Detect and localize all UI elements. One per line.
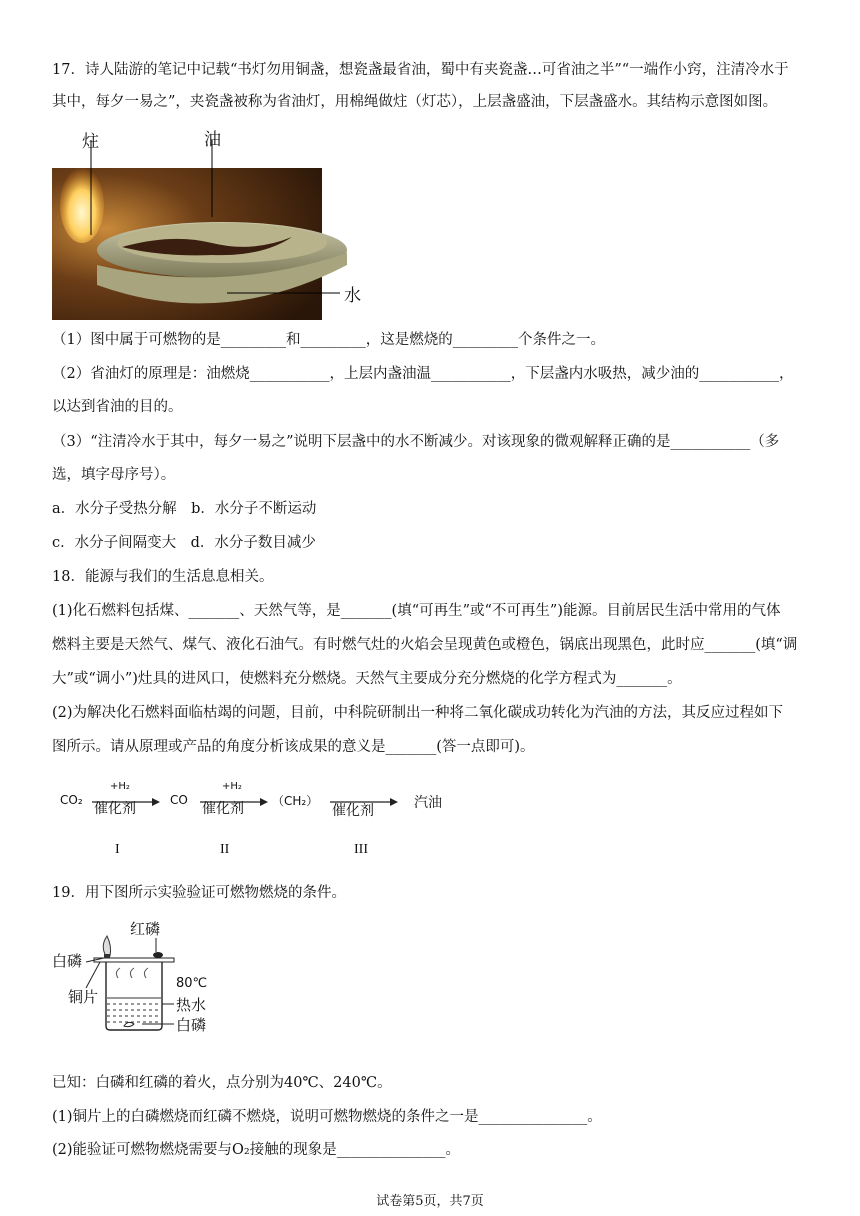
label-temperature: 80℃ (176, 976, 208, 991)
q18-p1-line1: (1)化石燃料包括煤、_______、天然气等，是_______(填“可再生”或“不可再生”)能源。目前居民生活中常用的气体 (52, 603, 781, 619)
label-hot-water: 热水 (176, 996, 207, 1014)
q17-p3-line1: （3）“注清冷水于其中，每夕一易之”说明下层盏中的水不断减少。对该现象的微观解释正确的是___________（多 (52, 434, 780, 450)
label-white-phosphorus-bottom: 白磷 (176, 1016, 207, 1034)
q17-p3-line2: 选，填字母序号）。 (52, 467, 176, 483)
q19-title: 19．用下图所示实验验证可燃物燃烧的条件。 (52, 885, 346, 901)
scheme-catalyst-1: 催化剂 (94, 801, 136, 817)
label-wick: 炷 (82, 132, 99, 152)
q19-p2: (2)能验证可燃物燃烧需要与O₂接触的现象是_______________。 (52, 1142, 460, 1158)
label-water: 水 (344, 286, 361, 306)
phosphorus-experiment-figure (52, 918, 222, 1038)
scheme-h2-1: +H₂ (110, 781, 130, 792)
q18-p2-line2: 图所示。请从原理或产品的角度分析该成果的意义是_______(答一点即可)。 (52, 739, 535, 755)
q18-p2-line1: (2)为解决化石燃料面临枯竭的问题，目前，中科院研制出一种将二氧化碳成功转化为汽油的方法，其反应过程如下 (52, 705, 784, 721)
q17-p2-line2: 以达到省油的目的。 (52, 399, 183, 415)
reaction-scheme (52, 778, 472, 863)
q18-p1-line3: 大”或“调小”)灶具的进风口，使燃料充分燃烧。天然气主要成分充分燃烧的化学方程式为_______。 (52, 671, 682, 687)
scheme-ch2: （CH₂） (272, 794, 319, 808)
scheme-h2-2: +H₂ (222, 781, 242, 792)
scheme-step-1: I (115, 842, 120, 857)
q18-p1-line2: 燃料主要是天然气、煤气、液化石油气。有时燃气灶的火焰会呈现黄色或橙色，锅底出现黑色，此时应_______(填“调 (52, 637, 798, 653)
q17-options-ab: a．水分子受热分解 b．水分子不断运动 (52, 501, 317, 517)
label-red-phosphorus: 红磷 (130, 920, 161, 938)
scheme-gasoline: 汽油 (414, 795, 442, 811)
scheme-catalyst-3: 催化剂 (332, 803, 374, 819)
q17-intro-line2: 其中，每夕一易之”，夹瓷盏被称为省油灯，用棉绳做炷（灯芯），上层盏盛油，下层盏盛水。其结构示意图如图。 (52, 94, 778, 110)
oil-lamp-figure (52, 125, 382, 325)
label-white-phosphorus-top: 白磷 (52, 952, 83, 970)
q17-options-cd: c．水分子间隔变大 d．水分子数目减少 (52, 535, 316, 551)
scheme-co2: CO₂ (60, 793, 83, 807)
scheme-catalyst-2: 催化剂 (202, 801, 244, 817)
q19-known: 已知：白磷和红磷的着火，点分别为40℃、240℃。 (52, 1075, 392, 1091)
q17-p1: （1）图中属于可燃物的是_________和_________，这是燃烧的_________个条件之一。 (52, 332, 605, 348)
scheme-arrows (52, 778, 472, 818)
scheme-co: CO (170, 793, 188, 807)
q17-intro-line1: 17．诗人陆游的笔记中记载“书灯勿用铜盏，想瓷盏最省油，蜀中有夹瓷盏…可省油之半”“一端作小窍，注清冷水于 (52, 62, 789, 78)
q19-p1: (1)铜片上的白磷燃烧而红磷不燃烧，说明可燃物燃烧的条件之一是_______________。 (52, 1109, 602, 1125)
label-copper-plate: 铜片 (68, 988, 99, 1006)
page-footer: 试卷第5页，共7页 (376, 1194, 484, 1209)
scheme-step-2: II (220, 842, 230, 857)
q18-title: 18．能源与我们的生活息息相关。 (52, 569, 274, 585)
oil-lamp-photo (52, 125, 382, 325)
scheme-step-3: III (354, 842, 368, 857)
q17-p2-line1: （2）省油灯的原理是：油燃烧___________，上层内盏油温___________，下层盏内水吸热，减少油的___________， (52, 366, 794, 382)
label-oil: 油 (204, 130, 221, 150)
